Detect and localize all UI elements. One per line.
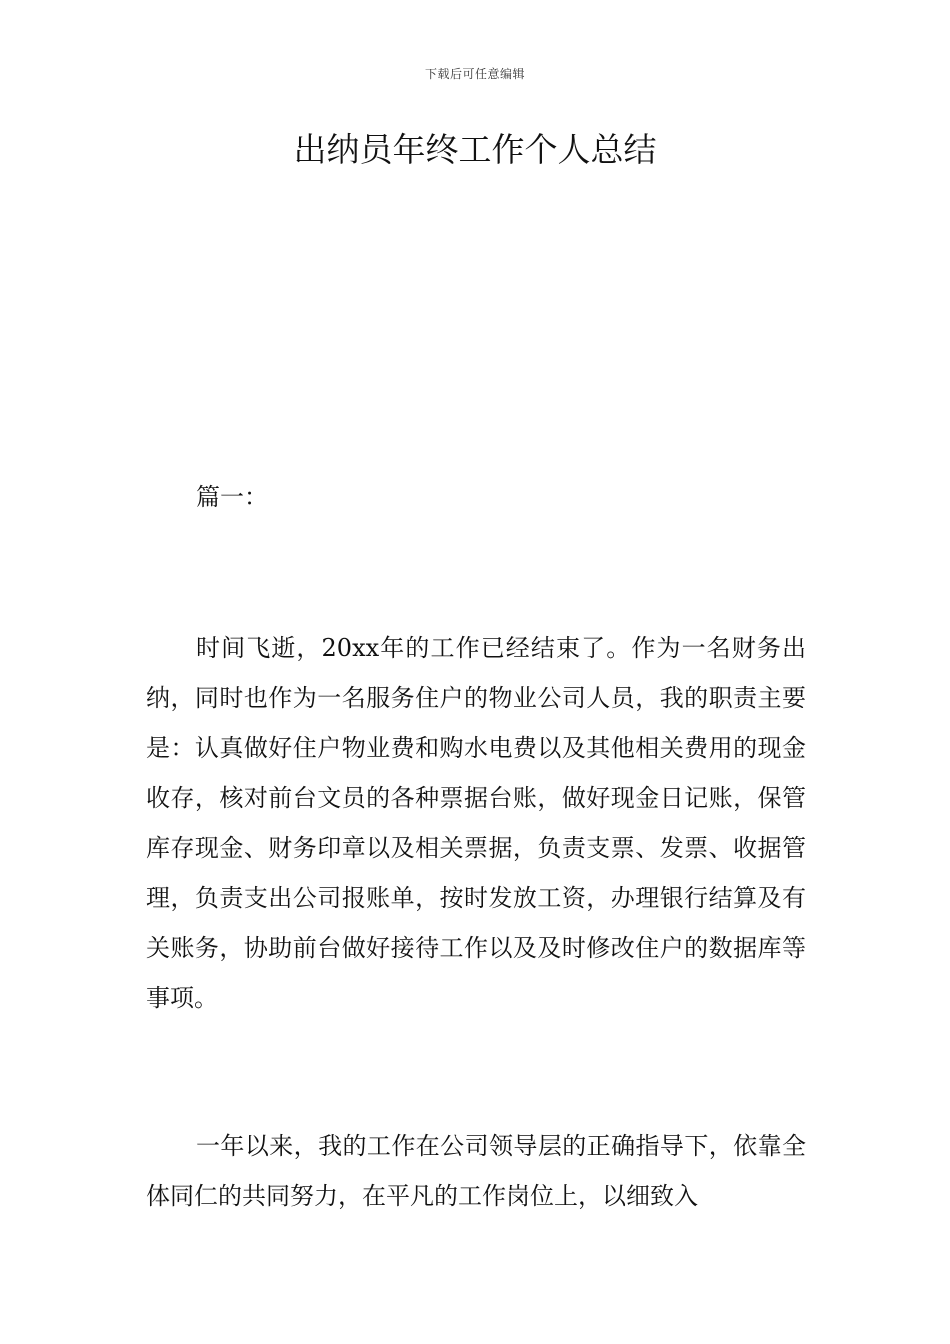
document-title: 出纳员年终工作个人总结 [293, 130, 657, 169]
header-note: 下载后可任意编辑 [424, 67, 525, 81]
body-paragraph: 时间飞逝，20xx年的工作已经结束了。作为一名财务出纳，同时也作为一名服务住户的物业公司人员，我的职责主要是：认真做好住户物业费和购水电费以及其他相关费用的现金收存，核对前台文员的各种票据台账，做好现金日记账，保管库存现金、财务印章以及相关票据，负责支票、发票、收据管理，负责支出公司报账单，按时发放工资，办理银行结算及有关账务，协助前台做好接待工作以及及时修改住户的数据库等事项。 [146, 634, 806, 1012]
body-paragraph: 一年以来，我的工作在公司领导层的正确指导下，依靠全体同仁的共同努力，在平凡的工作岗位上，以细致入 [146, 1132, 806, 1210]
section-label: 篇一： [196, 483, 268, 511]
